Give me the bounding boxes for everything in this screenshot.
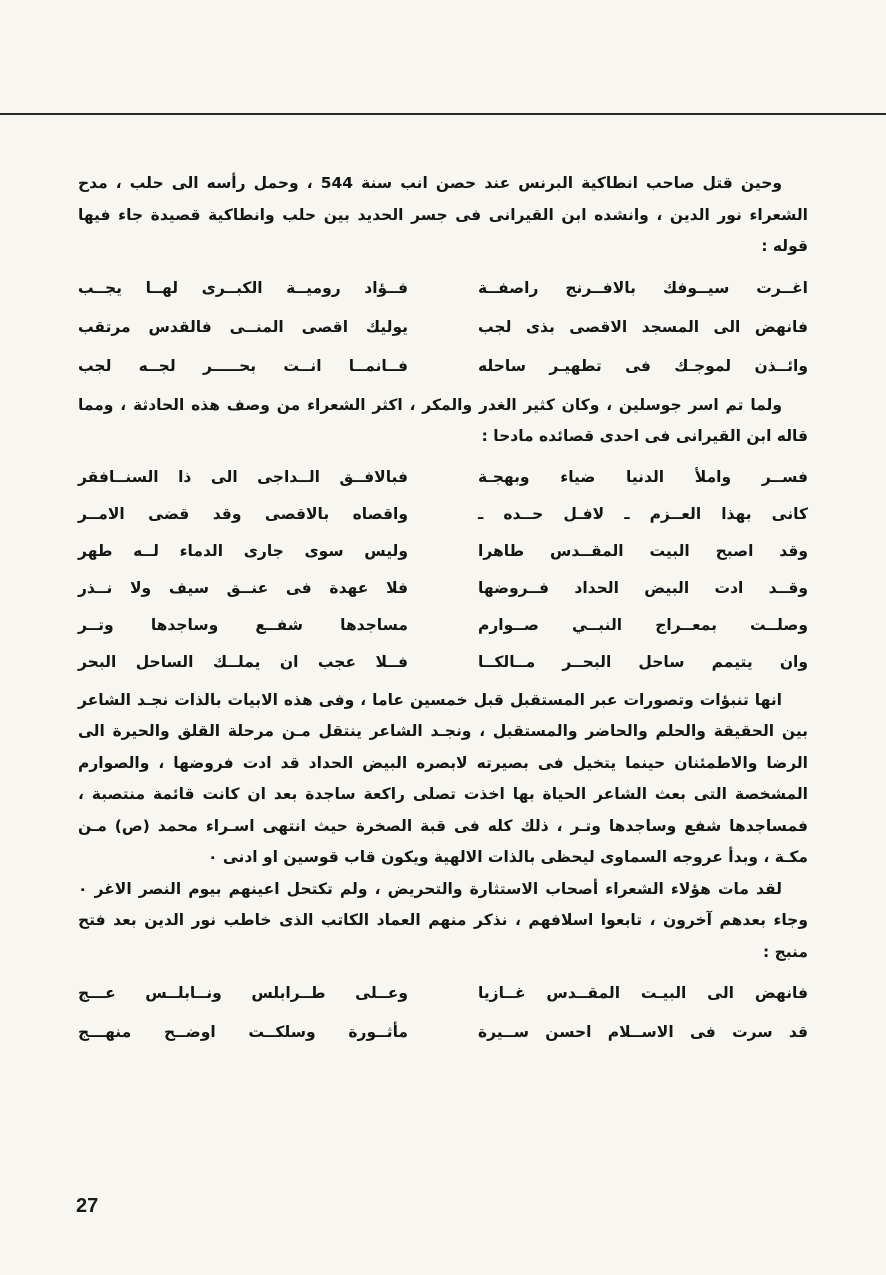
paragraph-jocelin: ولما تم اسر جوسلين ، وكان كثير الغدر والمكر ، اكثر الشعراء من وصف هذه الحادثة ، ومما قاله ابن القيرانى فى احدى قصائده مادحا : [78, 395, 808, 445]
verse-second-hemistich: وعــلى طــرابلس ونــابلــس عـــج [78, 984, 408, 1002]
header-rule [0, 113, 886, 115]
verse-line [78, 347, 808, 386]
paragraph-later-poets: لقد مات هؤلاء الشعراء أصحاب الاستثارة والتحريض ، ولم تكتحل اعينهم بيوم النصر الاغر ٠ وجاء بعدهم آخرون ، تابعوا اسلافهم ، نذكر منهم العماد الكاتب الذى خاطب نور الدين بعد فتح منبج : [78, 879, 808, 961]
verse-first-hemistich: فانهض الى المسجد الاقصى بذى لجب [478, 317, 808, 336]
verse-second-hemistich: فلا عهدة فى عنــق سيف ولا نــذر [78, 578, 408, 597]
verse-line [78, 1013, 808, 1052]
verse-first-hemistich: وصلــت بمعــراج النبــي صــوارم [478, 615, 808, 634]
verse-first-hemistich: وقد اصبح البيت المقــدس طاهرا [478, 541, 808, 560]
poem-block-3 [78, 974, 808, 1052]
verse-second-hemistich: مأثــورة وسلكــت اوضــح منهـــج [78, 1023, 408, 1041]
verse-first-hemistich: وان يتيمم ساحل البحــر مــالكــا [478, 652, 808, 671]
verse-line [78, 496, 808, 533]
verse-first-hemistich: قد سرت فى الاســلام احسن ســيرة [478, 1023, 808, 1041]
verse-second-hemistich: فــؤاد روميــة الكبــرى لهــا يجــب [78, 278, 408, 297]
verse-line [78, 644, 808, 681]
verse-second-hemistich: يوليك اقصى المنــى فالقدس مرتقب [78, 317, 408, 336]
verse-first-hemistich: فانهض الى البيـت المقــدس غــازيا [478, 984, 808, 1002]
paragraph-intro: وحين قتل صاحب انطاكية البرنس عند حصن انب سنة 544 ، وحمل رأسه الى حلب ، مدح الشعراء نور الدين ، وانشده ابن القيرانى فى جسر الحديد بين حلب وانطاكية قصيدة جاء فيها قوله : [78, 174, 808, 255]
verse-second-hemistich: واقصاه بالاقصى وقد قضى الامــر [78, 504, 408, 523]
page-number: 27 [76, 1195, 99, 1217]
verse-second-hemistich: وليس سوى جارى الدماء لــه طهر [78, 541, 408, 560]
verse-first-hemistich: اغــرت سيــوفك بالافــرنج راصفــة [478, 278, 808, 297]
verse-line [78, 269, 808, 308]
verse-second-hemistich: فــلا عجب ان يملــك الساحل البحر [78, 652, 408, 671]
verse-first-hemistich: وقــد ادت البيض الحداد فــروضها [478, 578, 808, 597]
verse-first-hemistich: فســر واملأ الدنيا ضياء وبهجـة [478, 467, 808, 486]
verse-second-hemistich: فــانمــا انــت بحـــــر لجــه لجب [78, 356, 408, 375]
verse-line [78, 570, 808, 607]
verse-second-hemistich: مساجدها شفــع وساجدها وتــر [78, 615, 408, 634]
paragraph-analysis: انها تنبؤات وتصورات عبر المستقبل قبل خمسين عاما ، وفى هذه الابيات بالذات نجـد الشاعر بين الحقيقة والحلم والحاضر والمستقبل ، ونجـد الشاعر ينتقل مـن مرحلة القلق والحيرة الى الرضا والاطمئنان حينما يتخيل فى بصيرته لابصره البيض الحداد قد ادت فروضها ، والصوارم المشخصة التى بعث الشاعر الحياة بها اخذت تصلى راكعة ساجدة بعد ان كانت قائمة منتصبة ، فمساجدها شفع وساجدها وتـر ، ذلك كله فى قبة الصخرة حيث انتهى اسـراء محمد (ص) مـن مكـة ، وبدأ عروجه السماوى ليحظى بالذات الالهية ويكون قاب قوسين او ادنى ٠ [78, 690, 808, 866]
verse-second-hemistich: فبالافــق الــداجى الى ذا السنــافقر [78, 467, 408, 486]
verse-line [78, 607, 808, 644]
verse-first-hemistich: كانى بهذا العــزم ـ لافـل حــده ـ [478, 504, 808, 523]
verse-line [78, 308, 808, 347]
verse-line [78, 974, 808, 1013]
verse-first-hemistich: وائــذن لموجـك فى تطهيـر ساحله [478, 356, 808, 375]
poem-block-2 [78, 459, 808, 681]
verse-line [78, 459, 808, 496]
poem-block-1 [78, 269, 808, 386]
page-body [78, 168, 808, 1056]
verse-line [78, 533, 808, 570]
